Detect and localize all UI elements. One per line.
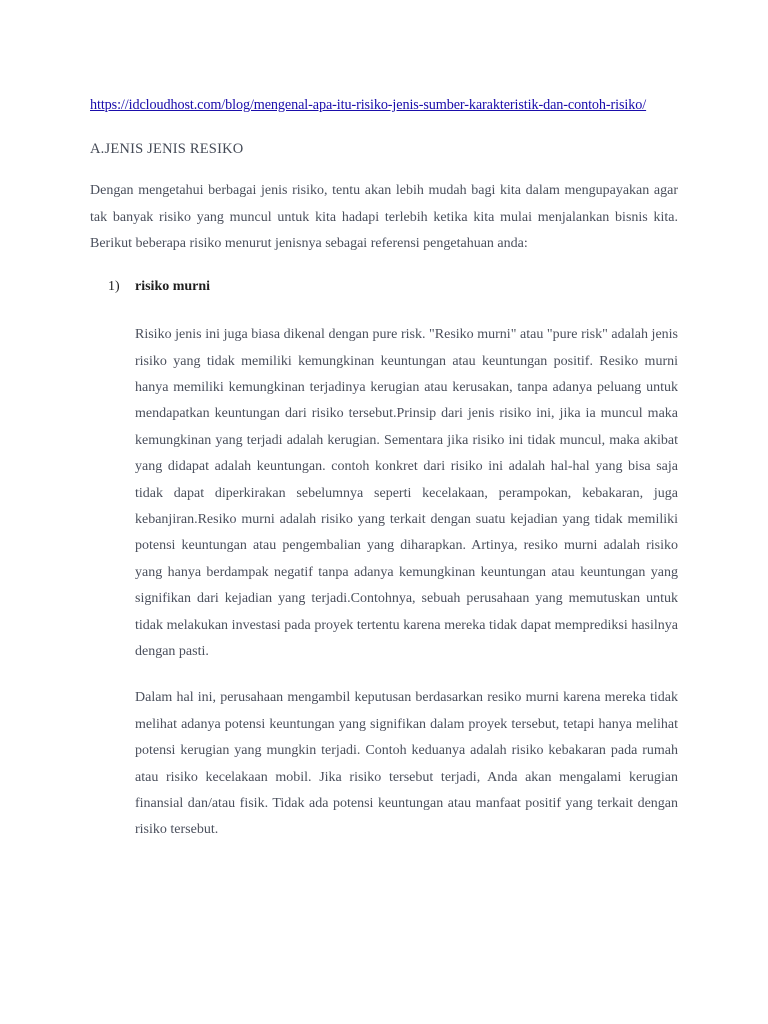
list-item [108, 276, 678, 298]
body-paragraph-1: Risiko jenis ini juga biasa dikenal dengan pure risk. "Resiko murni" atau "pure risk" adalah jenis risiko yang tidak memiliki kemungkinan keuntungan atau keuntungan positif. Resiko murni hanya memiliki kemungkinan terjadinya kerugian atau kerusakan, tanpa adanya peluang untuk mendapatkan keuntungan dari risiko tersebut.Prinsip dari jenis risiko ini, jika ia muncul maka kemungkinan yang terjadi adalah kerugian. Sementara jika risiko ini tidak muncul, maka akibat yang didapat adalah keuntungan. contoh konkret dari risiko ini adalah hal-hal yang bisa saja tidak dapat diperkirakan sebelumnya seperti kecelakaan, perampokan, kebakaran, juga kebanjiran.Resiko murni adalah risiko yang terkait dengan suatu kejadian yang tidak memiliki potensi keuntungan atau pengembalian yang diharapkan. Artinya, resiko murni adalah risiko yang hanya berdampak negatif tanpa adanya kemungkinan keuntungan atau keuntungan yang signifikan dari kejadian yang terjadi.Contohnya, sebuah perusahaan yang memutuskan untuk tidak melakukan investasi pada proyek tertentu karena mereka tidak dapat memprediksi hasilnya dengan pasti. [135, 327, 678, 659]
body-paragraph-2: Dalam hal ini, perusahaan mengambil keputusan berdasarkan resiko murni karena mereka tidak melihat adanya potensi keuntungan yang signifikan dalam proyek tersebut, tetapi hanya melihat potensi kerugian yang mungkin terjadi. Contoh keduanya adalah risiko kebakaran pada rumah atau risiko kecelakaan mobil. Jika risiko tersebut terjadi, Anda akan mengalami kerugian finansial dan/atau fisik. Tidak ada potensi keuntungan atau manfaat positif yang terkait dengan risiko tersebut. [135, 690, 678, 838]
intro-paragraph: Dengan mengetahui berbagai jenis risiko, tentu akan lebih mudah bagi kita dalam mengupayakan agar tak banyak risiko yang muncul untuk kita hadapi terlebih ketika kita mulai menjalankan bisnis kita. Berikut beberapa risiko menurut jenisnya sebagai referensi pengetahuan anda: [90, 183, 678, 252]
source-link[interactable]: https://idcloudhost.com/blog/mengenal-apa-itu-risiko-jenis-sumber-karakteristik-dan-contoh-risiko/ [90, 97, 647, 113]
list-item-title: risiko murni [135, 279, 211, 295]
list-number: 1) [108, 279, 120, 295]
section-heading: A.JENIS JENIS RESIKO [90, 141, 244, 157]
